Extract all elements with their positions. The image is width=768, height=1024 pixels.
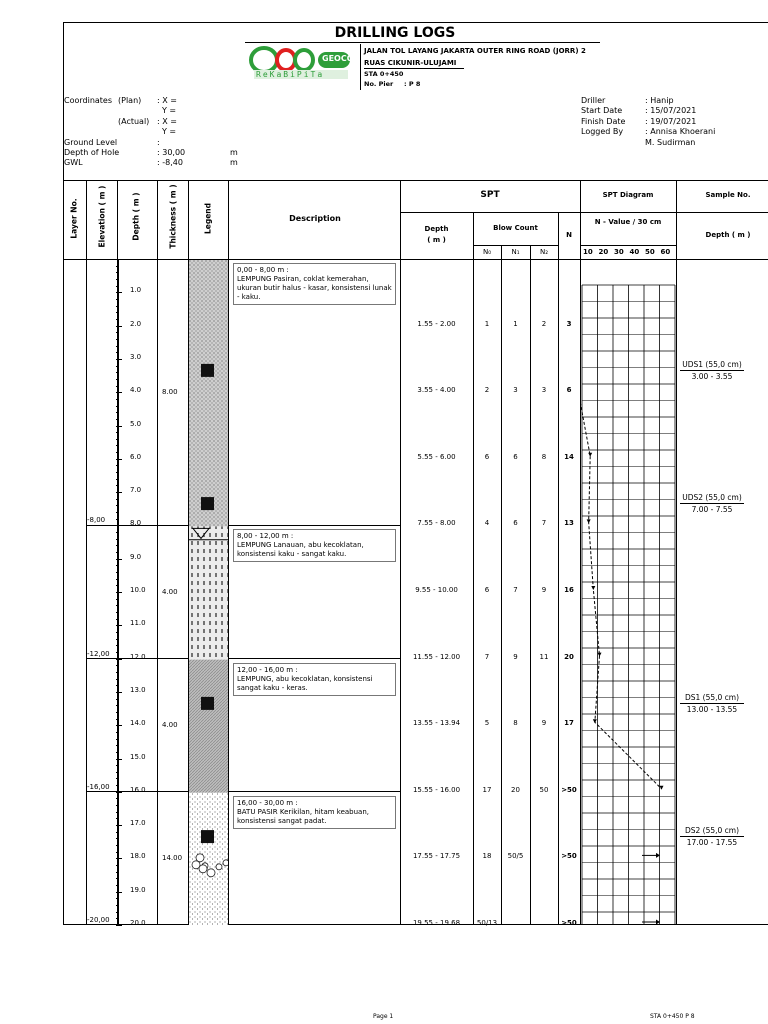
n-value-point bbox=[660, 786, 664, 790]
depth-tick-label: 8.0 bbox=[130, 519, 142, 528]
spt-n0: 6 bbox=[484, 586, 490, 594]
spt-n1: 20 bbox=[511, 785, 520, 794]
spt-n2: 3 bbox=[541, 386, 547, 395]
finish-date-label: Finish Date bbox=[581, 117, 626, 126]
spt-n1: 6 bbox=[513, 452, 518, 461]
spt-depth: 19.55 - 19.68 bbox=[412, 919, 461, 927]
depth-tick bbox=[116, 605, 119, 606]
start-date-value: : 15/07/2021 bbox=[645, 106, 697, 115]
header-spt-depth-unit: ( m ) bbox=[427, 236, 446, 244]
depth-tick bbox=[116, 459, 122, 460]
spt-n: >50 bbox=[561, 919, 577, 927]
header-layer-no: Layer No. bbox=[69, 198, 79, 239]
footer-page: Page 1 bbox=[373, 1013, 394, 1020]
layer-thickness: 8.00 bbox=[162, 388, 178, 397]
spt-depth: 13.55 - 13.94 bbox=[412, 719, 461, 728]
depth-tick bbox=[116, 732, 119, 733]
header-spt: SPT bbox=[480, 190, 500, 200]
spt-depth: 1.55 - 2.00 bbox=[417, 319, 456, 328]
plan-y: Y = bbox=[162, 106, 177, 115]
start-date-label: Start Date bbox=[581, 106, 623, 115]
spt-n1: 6 bbox=[513, 519, 518, 528]
depth-tick bbox=[116, 505, 119, 506]
header-n: N bbox=[566, 231, 572, 239]
depth-tick bbox=[116, 885, 119, 886]
depth-tick bbox=[116, 392, 122, 393]
depth-tick bbox=[116, 852, 119, 853]
logged-by-label: Logged By bbox=[581, 127, 624, 136]
depth-tick bbox=[116, 439, 119, 440]
depth-tick bbox=[116, 406, 119, 407]
scale-label: 60 bbox=[660, 248, 671, 256]
sample-depth: 7.00 - 7.55 bbox=[680, 503, 744, 515]
depth-tick bbox=[116, 492, 122, 493]
depth-tick bbox=[116, 665, 119, 666]
depth-tick bbox=[116, 725, 122, 726]
spt-n0: 2 bbox=[484, 386, 490, 395]
company-logo bbox=[248, 44, 361, 82]
depth-tick bbox=[116, 792, 122, 793]
spt-n0: 50/13 bbox=[476, 919, 498, 927]
actual-y: Y = bbox=[162, 127, 177, 136]
depth-of-hole-unit: m bbox=[230, 148, 238, 157]
spt-n2: 9 bbox=[541, 586, 547, 594]
driller-value: : Hanip bbox=[645, 96, 674, 105]
layer-description: 12,00 - 16,00 m : LEMPUNG, abu kecoklatan, konsistensi sangat kaku - keras. bbox=[233, 663, 396, 696]
depth-tick bbox=[116, 592, 122, 593]
depth-tick bbox=[116, 612, 119, 613]
spt-n0: 4 bbox=[484, 519, 490, 528]
gravel-symbol bbox=[216, 864, 222, 870]
header-sample-no: Sample No. bbox=[705, 191, 751, 199]
spt-n: 17 bbox=[564, 719, 574, 728]
scale-label: 40 bbox=[629, 248, 640, 256]
spt-n2: 50 bbox=[539, 785, 549, 794]
page-title: DRILLING LOGS bbox=[334, 25, 456, 41]
depth-tick bbox=[116, 572, 119, 573]
layer-elevation: -8,00 bbox=[87, 516, 106, 525]
depth-tick bbox=[116, 685, 119, 686]
depth-tick bbox=[116, 452, 119, 453]
legend-layer-fill bbox=[189, 260, 228, 526]
legend-column bbox=[189, 260, 228, 925]
depth-tick bbox=[116, 719, 119, 720]
depth-tick bbox=[116, 519, 119, 520]
coordinates-label: Coordinates bbox=[64, 96, 113, 105]
depth-tick bbox=[116, 565, 119, 566]
spt-depth: 15.55 - 16.00 bbox=[412, 785, 461, 794]
spt-n1: 9 bbox=[513, 652, 518, 661]
depth-tick bbox=[116, 672, 119, 673]
spt-n: 16 bbox=[564, 586, 574, 594]
gwl-unit: m bbox=[230, 158, 238, 167]
depth-tick bbox=[116, 825, 122, 826]
n-value-point bbox=[587, 519, 591, 523]
n-value-point bbox=[591, 586, 595, 590]
n-value-point bbox=[588, 453, 592, 457]
project-pier-value: : P 8 bbox=[404, 80, 421, 88]
depth-tick bbox=[116, 832, 119, 833]
depth-tick bbox=[116, 652, 119, 653]
depth-tick bbox=[116, 499, 119, 500]
header-description: Description bbox=[289, 214, 341, 223]
scale-label: 10 bbox=[583, 248, 593, 256]
sample-name: DS2 (55,0 cm) bbox=[684, 826, 740, 836]
depth-tick bbox=[116, 619, 119, 620]
header-depth: Depth ( m ) bbox=[131, 192, 141, 241]
spt-depth: 3.55 - 4.00 bbox=[417, 386, 456, 395]
logo-text-bottom: ReKaBiPiTa bbox=[256, 70, 325, 79]
scale-label: 50 bbox=[645, 248, 655, 256]
sample-depth: 3.00 - 3.55 bbox=[680, 370, 744, 382]
sample-marker-icon bbox=[201, 364, 214, 377]
spt-depth: 17.55 - 17.75 bbox=[412, 852, 461, 861]
project-sta: STA 0+450 bbox=[364, 70, 404, 78]
spt-n: 6 bbox=[566, 386, 572, 395]
depth-tick-label: 17.0 bbox=[130, 819, 146, 828]
col-line bbox=[501, 245, 502, 925]
depth-tick-label: 3.0 bbox=[130, 352, 142, 361]
header-n1: N₁ bbox=[511, 248, 520, 256]
project-divider bbox=[360, 44, 361, 90]
sample-marker-icon bbox=[201, 697, 214, 710]
spt-n2: 11 bbox=[539, 652, 549, 661]
spt-n: 20 bbox=[564, 652, 574, 661]
depth-tick-label: 5.0 bbox=[130, 419, 142, 428]
header-n0: N₀ bbox=[482, 248, 492, 256]
depth-tick-label: 10.0 bbox=[130, 586, 146, 594]
layer-description: 8,00 - 12,00 m : LEMPUNG Lanauan, abu kecoklatan, konsistensi kaku - sangat kaku. bbox=[233, 529, 396, 562]
depth-tick-label: 16.0 bbox=[130, 785, 146, 794]
diagram-scale-line bbox=[580, 245, 676, 246]
sample-marker-icon bbox=[201, 497, 214, 510]
depth-tick bbox=[116, 712, 119, 713]
depth-tick bbox=[116, 812, 119, 813]
depth-tick-label: 20.0 bbox=[130, 919, 146, 927]
sample-entry bbox=[680, 692, 744, 715]
depth-tick bbox=[116, 545, 119, 546]
depth-tick bbox=[116, 765, 119, 766]
depth-tick bbox=[116, 805, 119, 806]
col-line bbox=[676, 180, 677, 925]
depth-tick bbox=[116, 625, 122, 626]
sample-name: UDS2 (55,0 cm) bbox=[682, 493, 742, 503]
spt-n: >50 bbox=[561, 852, 577, 861]
depth-tick bbox=[116, 352, 119, 353]
header-spt-depth: Depth bbox=[424, 225, 449, 233]
project-line2-underline bbox=[364, 68, 464, 69]
depth-tick bbox=[116, 359, 122, 360]
spt-n0: 5 bbox=[484, 719, 490, 728]
depth-tick-label: 14.0 bbox=[130, 719, 146, 728]
depth-tick bbox=[116, 705, 119, 706]
gravel-symbol bbox=[223, 860, 228, 866]
n-value-point bbox=[593, 719, 597, 723]
depth-of-hole-label: Depth of Hole bbox=[64, 148, 120, 157]
depth-tick bbox=[116, 432, 119, 433]
project-pier-label: No. Pier bbox=[364, 80, 394, 88]
depth-tick bbox=[116, 645, 119, 646]
depth-tick-label: 9.0 bbox=[130, 552, 142, 561]
header-nvalue: N - Value / 30 cm bbox=[594, 218, 662, 226]
blowcount-header-line bbox=[473, 245, 558, 246]
spt-n: 14 bbox=[564, 452, 574, 461]
depth-tick bbox=[116, 778, 119, 779]
depth-tick bbox=[116, 286, 119, 287]
depth-tick bbox=[116, 865, 119, 866]
depth-tick bbox=[116, 845, 119, 846]
sample-entry bbox=[680, 359, 744, 382]
depth-tick bbox=[116, 925, 122, 926]
depth-tick bbox=[116, 785, 119, 786]
header-blow-count: Blow Count bbox=[493, 224, 538, 232]
spt-n2: 8 bbox=[541, 452, 547, 461]
depth-tick bbox=[116, 266, 119, 267]
sample-entry bbox=[680, 825, 744, 848]
scale-label: 30 bbox=[614, 248, 624, 256]
legend-layer-fill bbox=[189, 660, 228, 793]
project-line2: RUAS CIKUNIR-ULUJAMI bbox=[364, 59, 457, 67]
spt-n2: 2 bbox=[541, 319, 547, 328]
depth-tick bbox=[116, 692, 122, 693]
depth-tick bbox=[116, 319, 119, 320]
gravel-symbol bbox=[207, 869, 215, 877]
depth-tick bbox=[116, 552, 119, 553]
depth-tick bbox=[116, 752, 119, 753]
depth-tick bbox=[116, 472, 119, 473]
depth-tick bbox=[116, 599, 119, 600]
depth-tick bbox=[116, 279, 119, 280]
sample-name: DS1 (55,0 cm) bbox=[684, 692, 740, 702]
header-spt-diagram: SPT Diagram bbox=[602, 191, 654, 199]
depth-tick bbox=[116, 272, 119, 273]
depth-tick bbox=[116, 739, 119, 740]
gwl-value: : -8,40 bbox=[157, 158, 183, 167]
gwl-label: GWL bbox=[64, 158, 83, 167]
scale-label: 20 bbox=[598, 248, 609, 256]
depth-tick bbox=[116, 386, 119, 387]
depth-tick bbox=[116, 892, 122, 893]
depth-tick-label: 11.0 bbox=[130, 619, 146, 628]
depth-tick bbox=[116, 372, 119, 373]
depth-tick-label: 7.0 bbox=[130, 486, 142, 495]
spt-n: 13 bbox=[564, 519, 574, 528]
depth-tick bbox=[116, 419, 119, 420]
depth-tick bbox=[116, 339, 119, 340]
spt-depth: 5.55 - 6.00 bbox=[417, 452, 456, 461]
spt-diagram bbox=[580, 260, 676, 925]
sample-name: UDS1 (55,0 cm) bbox=[682, 359, 742, 369]
header-n2: N₂ bbox=[539, 248, 549, 256]
depth-tick bbox=[116, 539, 119, 540]
layer-thickness: 4.00 bbox=[162, 721, 178, 730]
ground-level-label: Ground Level bbox=[64, 138, 118, 147]
depth-tick bbox=[116, 525, 122, 526]
header-thickness: Thickness ( m ) bbox=[168, 184, 178, 249]
spt-depth: 11.55 - 12.00 bbox=[412, 652, 461, 661]
depth-tick bbox=[116, 699, 119, 700]
gravel-symbol bbox=[199, 865, 207, 873]
depth-tick-label: 15.0 bbox=[130, 752, 146, 761]
depth-tick bbox=[116, 898, 119, 899]
depth-tick bbox=[116, 759, 122, 760]
depth-tick bbox=[116, 399, 119, 400]
depth-tick bbox=[116, 559, 122, 560]
header-elevation: Elevation ( m ) bbox=[97, 185, 107, 248]
project-line1: JALAN TOL LAYANG JAKARTA OUTER RING ROAD (JORR) 2 bbox=[364, 47, 586, 55]
depth-tick bbox=[116, 905, 119, 906]
depth-tick-label: 2.0 bbox=[130, 319, 142, 328]
plan-label: (Plan) bbox=[118, 96, 142, 105]
header-sample-depth: Depth ( m ) bbox=[705, 231, 751, 239]
depth-tick bbox=[116, 838, 119, 839]
depth-tick bbox=[116, 772, 119, 773]
spt-depth: 9.55 - 10.00 bbox=[415, 586, 458, 594]
logo-text-top: GEOCON bbox=[322, 54, 361, 63]
spt-n1: 8 bbox=[513, 719, 518, 728]
spt-n1: 3 bbox=[513, 386, 518, 395]
depth-tick bbox=[116, 312, 119, 313]
spt-n2: 9 bbox=[541, 719, 547, 728]
depth-tick-label: 6.0 bbox=[130, 452, 142, 461]
sample-depth: 13.00 - 13.55 bbox=[680, 703, 744, 715]
spt-n1: 50/5 bbox=[507, 852, 524, 861]
depth-tick-label: 1.0 bbox=[130, 286, 142, 295]
col-line bbox=[530, 245, 531, 925]
col-line bbox=[86, 180, 87, 925]
sample-depth: 17.00 - 17.55 bbox=[680, 836, 744, 848]
layer-thickness: 4.00 bbox=[162, 588, 178, 596]
spt-n0: 18 bbox=[482, 852, 492, 861]
depth-tick bbox=[116, 485, 119, 486]
depth-tick bbox=[116, 332, 119, 333]
depth-tick bbox=[116, 292, 122, 293]
depth-tick bbox=[116, 346, 119, 347]
ground-level-value: : bbox=[157, 138, 160, 147]
spt-n0: 1 bbox=[484, 319, 490, 328]
spt-n0: 6 bbox=[484, 452, 490, 461]
depth-tick-label: 4.0 bbox=[130, 386, 142, 395]
sample-entry bbox=[680, 492, 744, 515]
layer-elevation: -16,00 bbox=[87, 782, 110, 791]
spt-n0: 17 bbox=[482, 785, 492, 794]
actual-x: : X = bbox=[157, 117, 177, 126]
sample-marker-icon bbox=[201, 830, 214, 843]
col-line bbox=[400, 180, 401, 925]
depth-tick bbox=[116, 479, 119, 480]
layer-elevation: -20,00 bbox=[87, 916, 110, 924]
depth-tick bbox=[116, 659, 122, 660]
depth-tick bbox=[116, 818, 119, 819]
depth-tick bbox=[116, 445, 119, 446]
depth-tick bbox=[116, 858, 122, 859]
layer-thickness: 14.00 bbox=[162, 854, 183, 863]
depth-tick bbox=[116, 639, 119, 640]
header-legend: Legend bbox=[203, 202, 213, 235]
depth-tick bbox=[116, 326, 122, 327]
depth-tick bbox=[116, 798, 119, 799]
logged-by-value2: M. Sudirman bbox=[645, 138, 696, 147]
legend-layer-fill bbox=[189, 526, 228, 659]
driller-label: Driller bbox=[581, 96, 606, 105]
finish-date-value: : 19/07/2021 bbox=[645, 117, 697, 126]
spt-depth: 7.55 - 8.00 bbox=[417, 519, 456, 528]
layer-description: 16,00 - 30,00 m : BATU PASIR Kerikilan, hitam keabuan, konsistensi sangat padat. bbox=[233, 796, 396, 829]
depth-tick bbox=[116, 745, 119, 746]
depth-of-hole-value: : 30,00 bbox=[157, 148, 186, 157]
spt-n0: 7 bbox=[484, 652, 490, 661]
title-underline bbox=[245, 42, 600, 43]
depth-tick bbox=[116, 412, 119, 413]
depth-tick bbox=[116, 512, 119, 513]
depth-tick bbox=[116, 532, 119, 533]
plan-x: : X = bbox=[157, 96, 177, 105]
footer-code: STA 0+450 P 8 bbox=[650, 1013, 695, 1020]
n-value-curve bbox=[580, 323, 662, 789]
depth-tick bbox=[116, 579, 119, 580]
depth-tick bbox=[116, 366, 119, 367]
depth-tick bbox=[116, 878, 119, 879]
depth-tick-label: 18.0 bbox=[130, 852, 146, 861]
depth-tick bbox=[116, 872, 119, 873]
depth-tick bbox=[116, 912, 119, 913]
depth-tick bbox=[116, 426, 122, 427]
spt-n: >50 bbox=[561, 785, 577, 794]
spt-n2: 7 bbox=[541, 519, 547, 528]
depth-tick-label: 13.0 bbox=[130, 685, 146, 694]
logged-by-value: : Annisa Khoerani bbox=[645, 127, 716, 136]
depth-tick-label: 12.0 bbox=[130, 652, 146, 661]
layer-elevation: -12,00 bbox=[87, 649, 110, 658]
depth-tick bbox=[116, 465, 119, 466]
depth-tick bbox=[116, 379, 119, 380]
actual-label: (Actual) bbox=[118, 117, 150, 126]
n-value-point bbox=[598, 653, 602, 657]
depth-tick bbox=[116, 918, 119, 919]
layer-description: 0,00 - 8,00 m : LEMPUNG Pasiran, coklat kemerahan, ukuran butir halus - kasar, konsistensi lunak - kaku. bbox=[233, 263, 396, 305]
depth-tick bbox=[116, 299, 119, 300]
depth-tick bbox=[116, 679, 119, 680]
spt-n: 3 bbox=[566, 319, 572, 328]
depth-tick bbox=[116, 632, 119, 633]
legend-layer-fill bbox=[189, 793, 228, 925]
spt-n1: 1 bbox=[513, 319, 518, 328]
depth-tick bbox=[116, 585, 119, 586]
spt-header-line bbox=[400, 212, 768, 213]
col-line bbox=[157, 180, 158, 925]
col-line bbox=[228, 180, 229, 925]
depth-tick-label: 19.0 bbox=[130, 885, 146, 894]
depth-tick bbox=[116, 306, 119, 307]
spt-n1: 7 bbox=[513, 586, 518, 594]
